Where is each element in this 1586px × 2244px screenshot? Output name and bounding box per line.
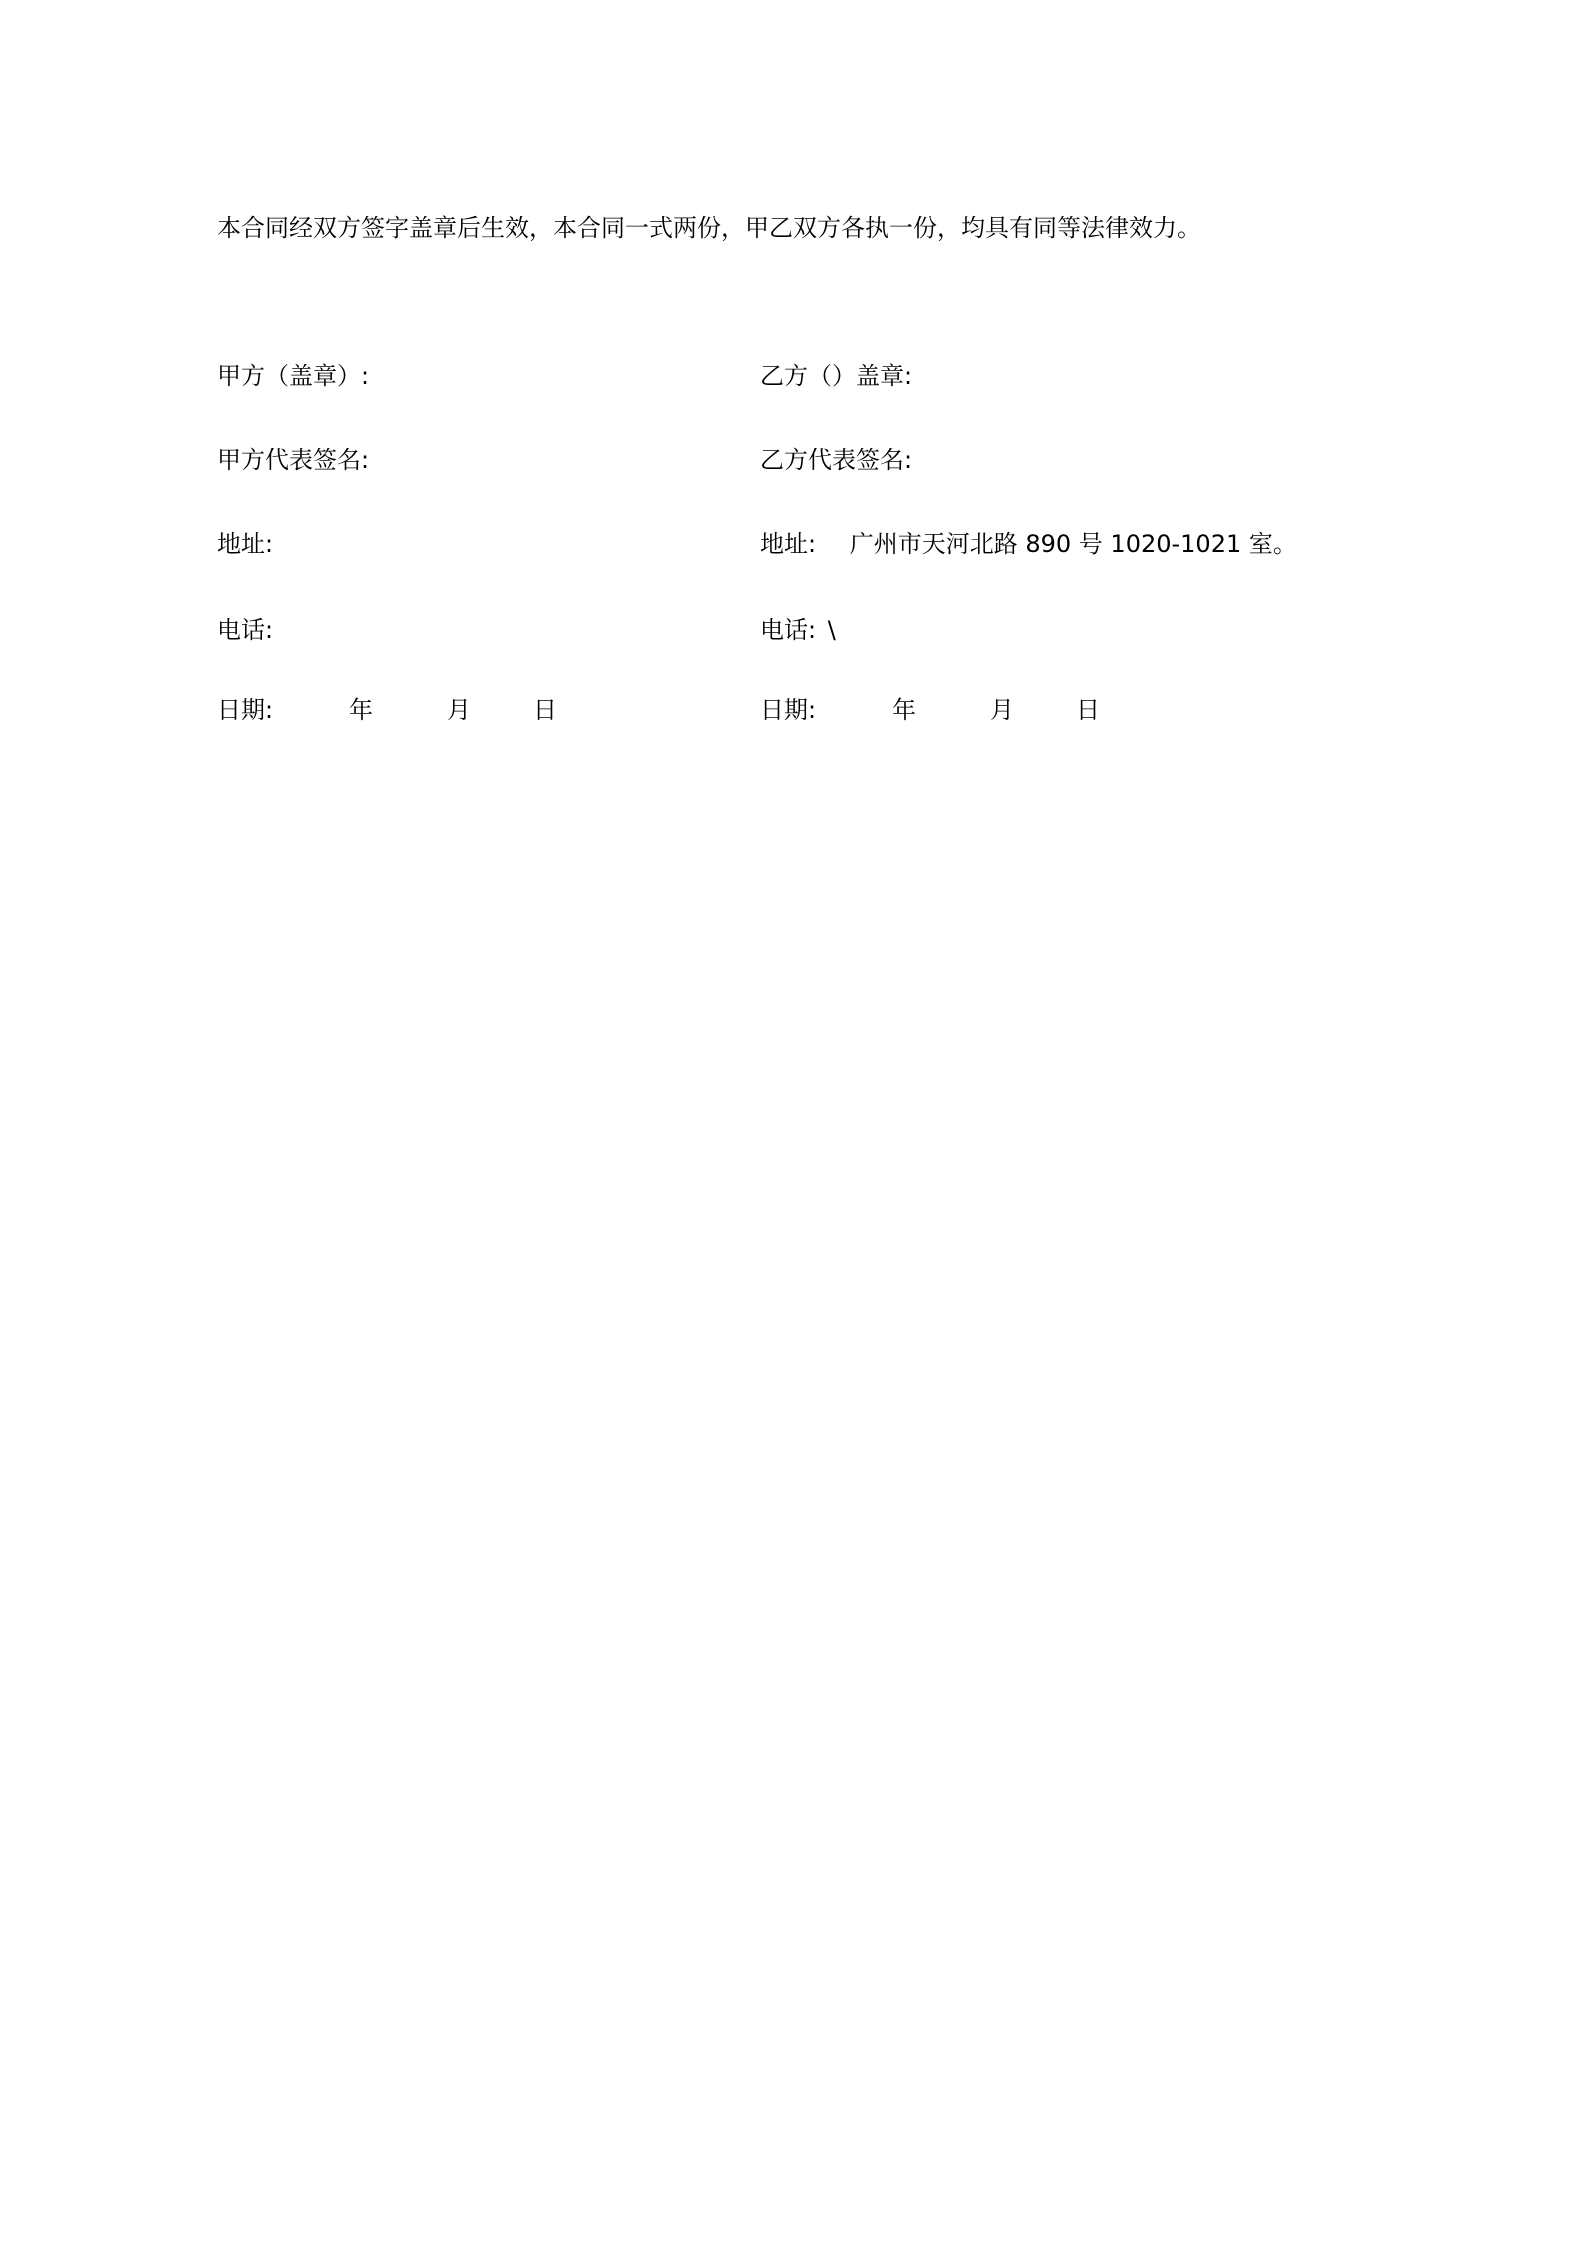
- party-a-year-unit: 年: [349, 696, 373, 724]
- party-a-month-unit: 月: [447, 696, 471, 724]
- party-b-address-value: 广州市天河北路 890 号 1020-1021 室。: [849, 530, 1297, 558]
- party-b-rep-label: 乙方代表签名:: [760, 446, 913, 474]
- party-b-month-unit: 月: [990, 696, 1014, 724]
- party-b-date-label: 日期:: [760, 696, 817, 724]
- party-a-seal-line: [217, 356, 369, 396]
- party-b-year-unit: 年: [892, 696, 916, 724]
- party-b-phone-line: [760, 610, 836, 650]
- party-b-seal-line: [760, 356, 912, 396]
- party-b-phone-label: 电话:: [760, 616, 817, 644]
- party-a-date-line: [217, 690, 577, 730]
- party-b-address-label: 地址:: [760, 530, 817, 558]
- party-a-rep-label: 甲方代表签名:: [217, 446, 370, 474]
- party-a-phone-line: [217, 610, 285, 650]
- party-a-day-unit: 日: [533, 696, 557, 724]
- contract-effect-clause: 本合同经双方签字盖章后生效，本合同一式两份，甲乙双方各执一份，均具有同等法律效力。: [217, 214, 1201, 242]
- party-b-phone-value: \: [827, 616, 836, 644]
- party-b-date-line: [760, 690, 1120, 730]
- party-a-seal-label: 甲方（盖章）:: [217, 362, 370, 390]
- party-a-rep-line: [217, 440, 369, 480]
- party-b-address-line: [760, 524, 1297, 564]
- party-a-address-line: [217, 524, 307, 564]
- party-a-date-label: 日期:: [217, 696, 274, 724]
- party-b-day-unit: 日: [1076, 696, 1100, 724]
- party-a-phone-label: 电话:: [217, 616, 274, 644]
- party-b-rep-line: [760, 440, 912, 480]
- party-a-address-label: 地址:: [217, 530, 274, 558]
- party-b-seal-label: 乙方（）盖章:: [760, 362, 913, 390]
